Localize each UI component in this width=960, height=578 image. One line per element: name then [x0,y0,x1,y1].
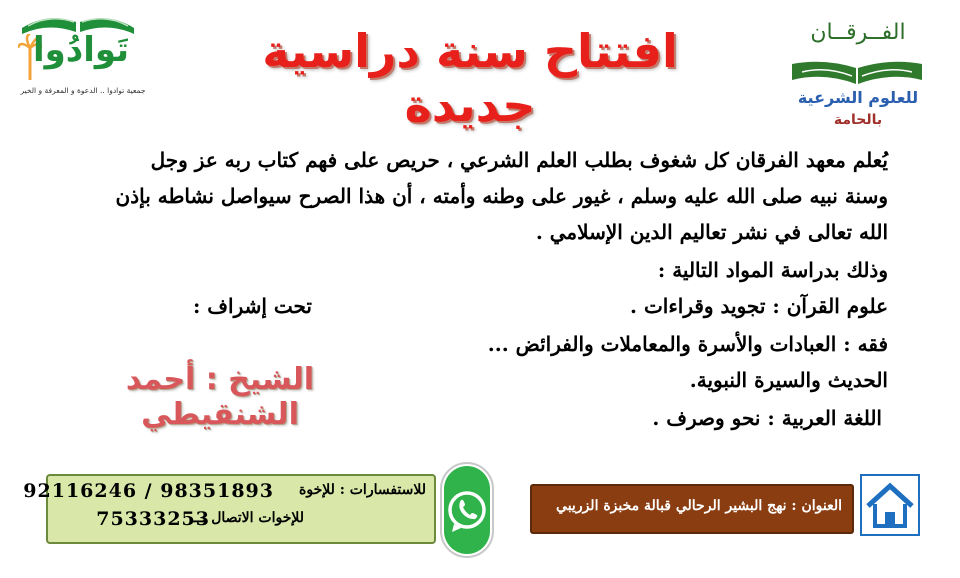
furqan-logo [778,20,938,135]
address-box [530,484,854,534]
home-icon [860,474,920,536]
contact-sisters-label: للإخوات الاتصال بـــ [190,510,304,526]
open-book-icon [788,58,926,86]
subject-item: الحديث والسيرة النبوية. [689,368,888,392]
subject-item: فقه : العبادات والأسرة والمعاملات والفرائض ... [487,332,888,356]
address-text: العنوان : نهج البشير الرحالي قبالة مخبزة الزريبي [556,498,842,514]
whatsapp-icon[interactable] [440,462,494,558]
intro-line: وسنة نبيه صلى الله عليه وسلم ، غيور على وطنه وأمته ، أن هذا الصرح سيواصل نشاطه بإذن [115,184,888,208]
subject-item: اللغة العربية : نحو وصرف . [652,406,882,430]
furqan-logo-brand: الفــرقــان [810,20,906,45]
intro-line: يُعلم معهد الفرقان كل شغوف بطلب العلم الشرعي ، حريص على فهم كتاب ربه عز وجل [150,148,888,172]
sheikh-name: الشيخ : أحمد الشنقيطي [125,362,315,432]
subject-item: علوم القرآن : تجويد وقراءات . [630,294,888,318]
contact-label: للاستفسارات : للإخوة [299,482,426,498]
tawadu-logo-name: تَوادُوا [33,30,129,70]
contact-phones[interactable]: 98351893 / 92116246 [23,480,274,502]
supervision-label: تحت إشراف : [192,294,312,318]
furqan-logo-location: بالحامة [833,112,883,128]
contact-box [23,474,436,544]
intro-line: الله تعالى في نشر تعاليم الدين الإسلامي . [535,220,888,244]
page-title: افتتاح سنة دراسية جديدة [262,24,678,132]
furqan-logo-subtitle: للعلوم الشرعية [797,88,919,107]
tawadu-logo [8,6,158,104]
contact-sisters-phone[interactable]: 75333253 [96,508,210,530]
tawadu-logo-tagline: جمعية توادوا .. الدعوة و المعرفة و الخير [20,86,146,95]
subjects-lead: وذلك بدراسة المواد التالية : [657,258,888,282]
